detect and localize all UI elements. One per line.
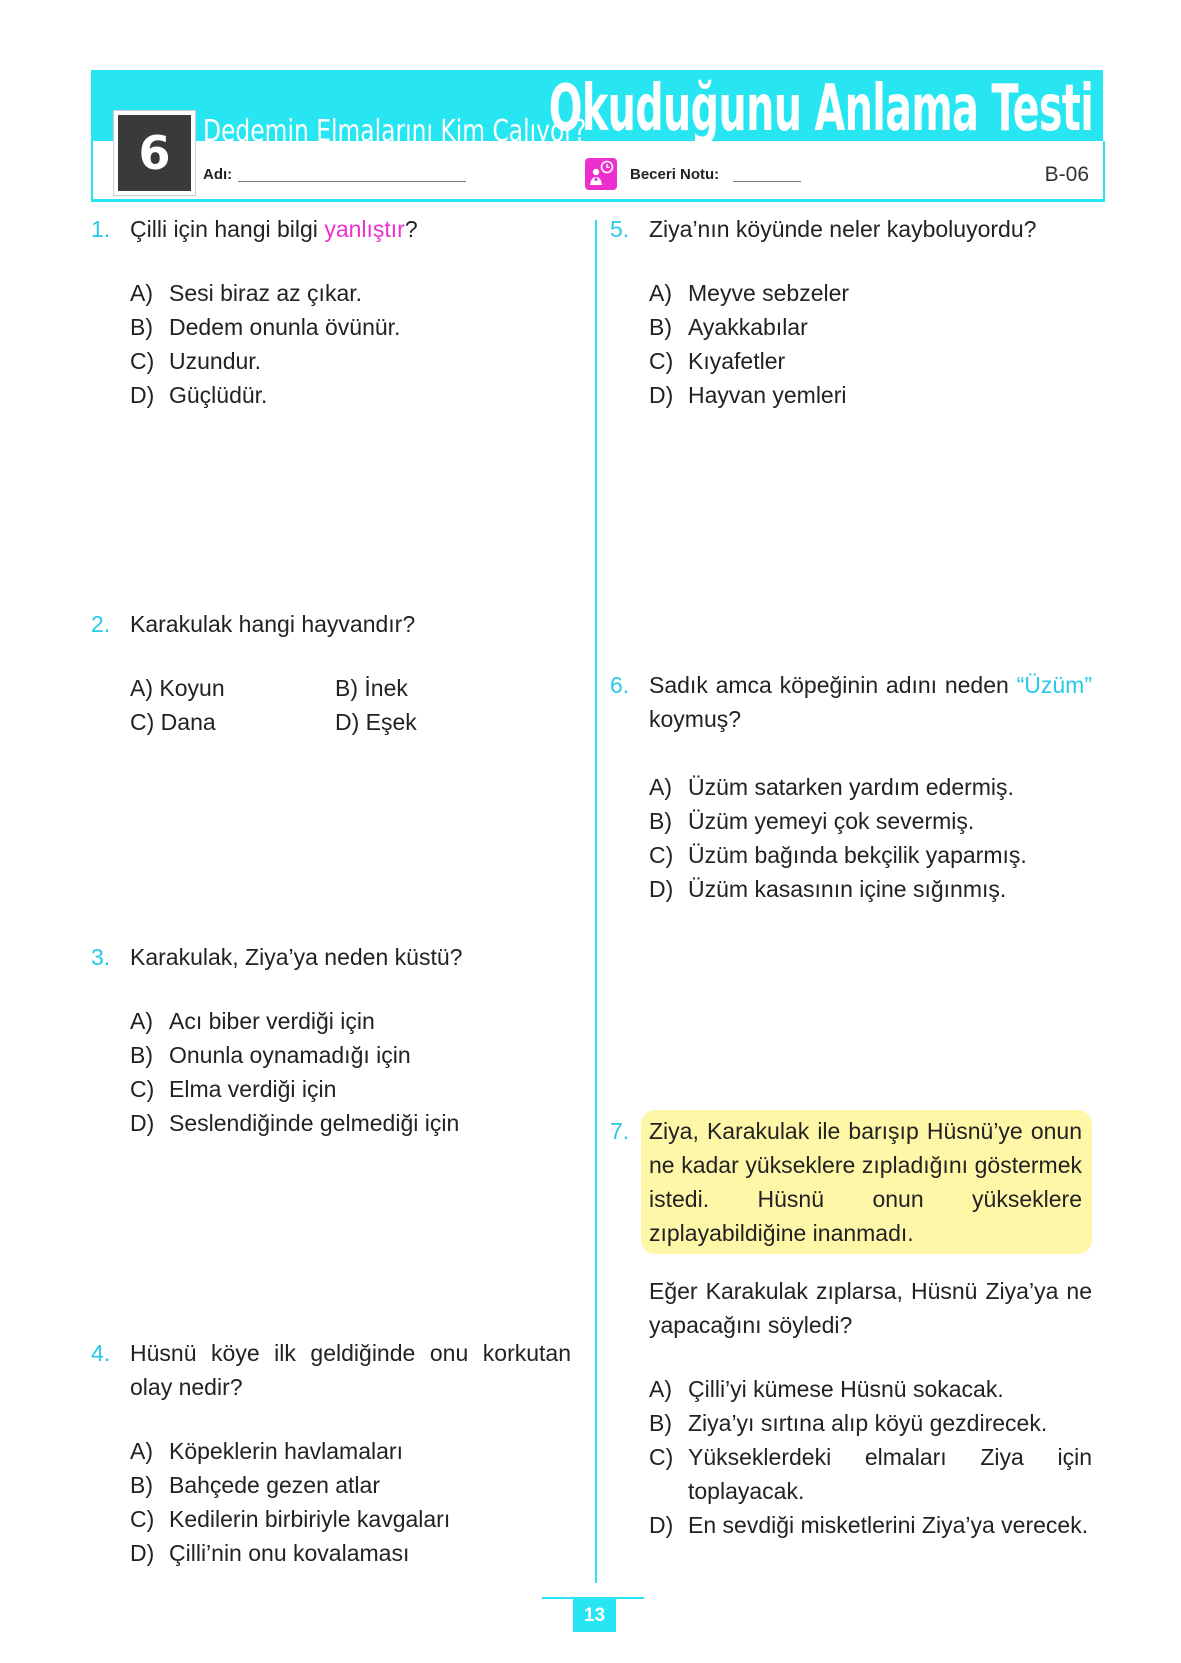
option-b[interactable]: B) Üzüm yemeyi çok severmiş. bbox=[649, 808, 975, 834]
option-list bbox=[130, 276, 571, 412]
option-a[interactable]: A) Koyun bbox=[130, 675, 225, 701]
option-a[interactable]: A) Acı biber verdiği için bbox=[130, 1008, 375, 1034]
option-d[interactable]: D) Eşek bbox=[335, 709, 417, 735]
student-clock-icon bbox=[585, 158, 617, 190]
skill-score-label: Beceri Notu: bbox=[630, 166, 720, 183]
question-number: 7. bbox=[610, 1118, 630, 1144]
option-d[interactable]: D) Üzüm kasasının içine sığınmış. bbox=[649, 876, 1007, 902]
option-d[interactable]: D) Çilli’nin onu kovalaması bbox=[130, 1540, 410, 1566]
option-d[interactable]: D) Güçlüdür. bbox=[130, 382, 268, 408]
option-b[interactable]: B) Ayakkabılar bbox=[649, 314, 808, 340]
question-1 bbox=[91, 212, 571, 412]
question-number: 4. bbox=[91, 1340, 111, 1366]
option-b[interactable]: B) İnek bbox=[335, 675, 408, 701]
page-number: 13 bbox=[573, 1599, 616, 1632]
question-number: 2. bbox=[91, 611, 111, 637]
reading-passage: Ziya, Karakulak ile barışıp Hüsnü’ye onun ne kadar yükseklere zıpladığını göstermek istedi. Hüsnü onun yükseklere zıplayabildiğine inanmadı. bbox=[641, 1110, 1092, 1254]
option-d[interactable]: D) Seslendiğinde gelmediği için bbox=[130, 1110, 460, 1136]
option-c[interactable]: C) Yükseklerdeki elmaları Ziya için toplayacak. bbox=[649, 1444, 1092, 1504]
question-text: Hüsnü köye ilk geldiğinde onu korkutan olay nedir? bbox=[130, 1340, 571, 1400]
quoted-name: “Üzüm” bbox=[1016, 672, 1092, 698]
question-2 bbox=[91, 607, 571, 739]
column-divider bbox=[595, 220, 597, 1583]
question-text: Sadık amca köpeğinin adını neden “Üzüm” koymuş? bbox=[649, 672, 1092, 732]
emphasis-word: yanlıştır bbox=[324, 216, 405, 242]
option-list bbox=[130, 1004, 571, 1140]
question-number: 1. bbox=[91, 216, 111, 242]
question-number: 3. bbox=[91, 944, 111, 970]
option-c[interactable]: C) Dana bbox=[130, 709, 216, 735]
option-a[interactable]: A) Köpeklerin havlamaları bbox=[130, 1438, 403, 1464]
name-field-line[interactable] bbox=[238, 181, 466, 182]
option-b[interactable]: B) Dedem onunla övünür. bbox=[130, 314, 401, 340]
option-a[interactable]: A) Meyve sebzeler bbox=[649, 280, 850, 306]
question-text: Karakulak, Ziya’ya neden küstü? bbox=[130, 944, 463, 970]
option-list bbox=[649, 1372, 1092, 1542]
test-title: Okuduğunu Anlama Testi bbox=[548, 72, 1093, 146]
option-list bbox=[649, 276, 1092, 412]
option-a[interactable]: A) Üzüm satarken yardım edermiş. bbox=[649, 774, 1014, 800]
option-a[interactable]: A) Çilli’yi kümese Hüsnü sokacak. bbox=[649, 1376, 1004, 1402]
option-b[interactable]: B) Onunla oynamadığı için bbox=[130, 1042, 411, 1068]
option-c[interactable]: C) Uzundur. bbox=[130, 348, 262, 374]
skill-score-field-line[interactable] bbox=[733, 181, 801, 182]
question-6 bbox=[610, 668, 1092, 906]
test-number-badge: 6 bbox=[114, 111, 195, 195]
option-c[interactable]: C) Elma verdiği için bbox=[130, 1076, 337, 1102]
question-number: 5. bbox=[610, 216, 630, 242]
option-b[interactable]: B) Ziya’yı sırtına alıp köyü gezdirecek. bbox=[649, 1410, 1048, 1436]
test-code: B-06 bbox=[1044, 163, 1089, 186]
question-4 bbox=[91, 1336, 571, 1570]
question-3 bbox=[91, 940, 571, 1140]
option-b[interactable]: B) Bahçede gezen atlar bbox=[130, 1472, 380, 1498]
question-text: Ziya’nın köyünde neler kayboluyordu? bbox=[649, 216, 1037, 242]
option-list bbox=[130, 1434, 571, 1570]
question-number: 6. bbox=[610, 672, 630, 698]
question-text: Eğer Karakulak zıplarsa, Hüsnü Ziya’ya ne yapacağını söyledi? bbox=[649, 1278, 1092, 1338]
option-c[interactable]: C) Kedilerin birbiriyle kavgaları bbox=[130, 1506, 451, 1532]
question-5 bbox=[610, 212, 1092, 412]
question-text: Çilli için hangi bilgi yanlıştır? bbox=[130, 216, 418, 242]
question-7 bbox=[610, 1110, 1092, 1542]
story-title: Dedemin Elmalarını Kim Çalıyor? bbox=[203, 114, 587, 149]
option-list bbox=[649, 770, 1092, 906]
option-c[interactable]: C) Kıyafetler bbox=[649, 348, 786, 374]
name-label: Adı: bbox=[203, 166, 233, 183]
option-d[interactable]: D) En sevdiği misketlerini Ziya’ya verecek. bbox=[649, 1512, 1089, 1538]
option-c[interactable]: C) Üzüm bağında bekçilik yaparmış. bbox=[649, 842, 1027, 868]
option-d[interactable]: D) Hayvan yemleri bbox=[649, 382, 847, 408]
question-text: Karakulak hangi hayvandır? bbox=[130, 611, 416, 637]
option-a[interactable]: A) Sesi biraz az çıkar. bbox=[130, 280, 363, 306]
option-list bbox=[130, 671, 571, 739]
